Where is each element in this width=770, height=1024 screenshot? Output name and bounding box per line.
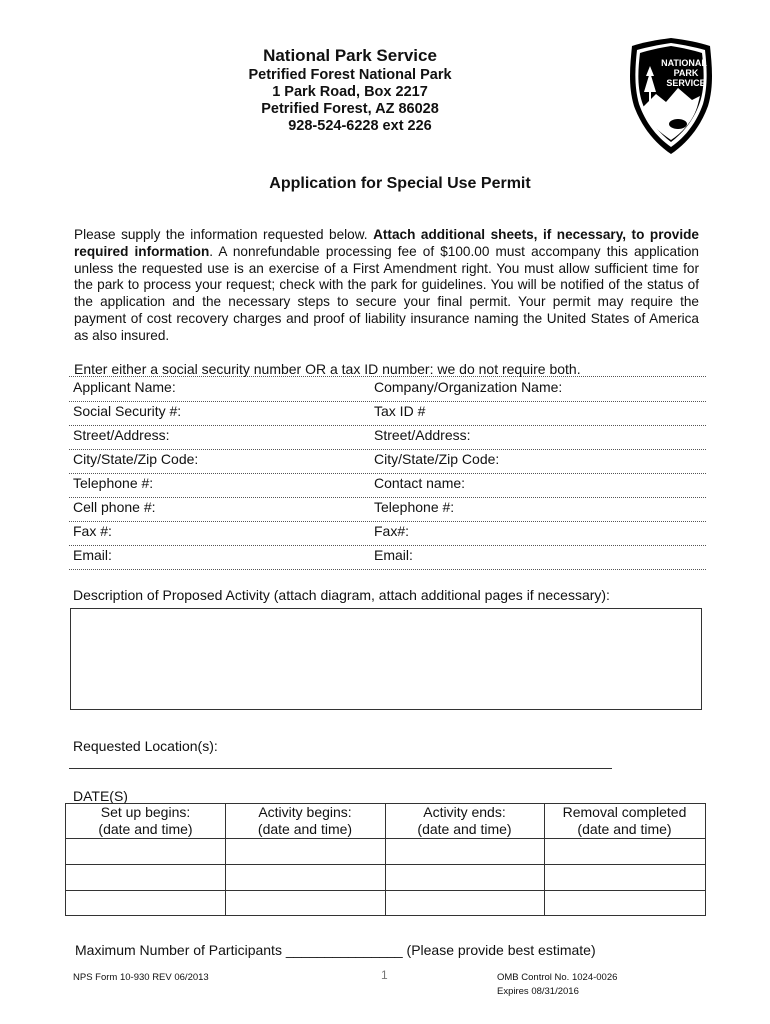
field-row[interactable] [69,521,706,546]
dates-table [65,803,706,916]
field-label-right: Street/Address: [374,427,471,443]
field-label-left: Email: [73,547,112,563]
dates-col-sub: (date and time) [257,821,353,837]
dates-divider [544,804,545,915]
field-label-right: Company/Organization Name: [374,379,563,395]
field-label-left: Applicant Name: [73,379,176,395]
field-row[interactable] [69,401,706,426]
dates-col-header [385,804,544,839]
ssn-note: Enter either a social security number OR a tax ID number: we do not require both. [74,361,581,377]
dates-col-sub: (date and time) [577,821,672,837]
field-row[interactable] [69,473,706,498]
field-row[interactable] [69,545,706,570]
park-name: Petrified Forest National Park [248,67,452,83]
field-label-right: Contact name: [374,475,466,491]
participants-blank: _______________ [285,942,403,958]
park-phone: 928-524-6228 ext 226 [288,118,432,134]
dates-divider [385,804,386,915]
field-row[interactable] [69,449,706,474]
participants-label: Maximum Number of Participants [75,942,282,958]
dates-divider [225,804,226,915]
dates-col-title: Set up begins: [100,804,191,820]
omb-control-number: OMB Control No. 1024-0026 [497,972,618,983]
field-label-left: City/State/Zip Code: [73,451,199,467]
dates-rule [66,890,705,891]
agency-name: National Park Service [263,46,437,65]
field-label-right: Email: [374,547,413,563]
nps-arrowhead-logo [626,36,716,156]
field-label-left: Street/Address: [73,427,170,443]
dates-rule [66,838,705,839]
description-label: Description of Proposed Activity (attach diagram, attach additional pages if necessary): [73,587,610,603]
dates-col-title: Removal completed [562,804,687,820]
expiration-date: Expires 08/31/2016 [497,986,579,997]
intro-paragraph [74,227,699,345]
field-label-left: Social Security #: [73,403,182,419]
field-label-left: Telephone #: [73,475,154,491]
field-row[interactable] [69,497,706,522]
dates-col-header [225,804,385,839]
intro-text-bold: Attach additional sheets, if necessary, to provide required information [74,227,699,259]
location-label: Requested Location(s): [73,738,218,754]
dates-col-title: Activity ends: [423,804,506,820]
field-label-right: Telephone #: [374,499,455,515]
field-row[interactable] [69,425,706,450]
dates-col-header [66,804,225,839]
field-row[interactable] [69,377,706,402]
location-input-line[interactable] [69,768,612,769]
field-label-right: City/State/Zip Code: [374,451,500,467]
field-label-right: Fax#: [374,523,410,539]
participants-hint: (Please provide best estimate) [406,942,596,958]
participants-line[interactable] [75,942,596,958]
field-label-left: Fax #: [73,523,112,539]
intro-text-1: Please supply the information requested below. [74,227,374,242]
dates-rule [66,864,705,865]
park-address-line2: Petrified Forest, AZ 86028 [261,101,439,117]
park-address-line1: 1 Park Road, Box 2217 [272,84,428,100]
dates-label: DATE(S) [73,788,128,804]
logo-text-service: SERVICE [666,78,706,88]
dates-col-header [544,804,705,839]
dates-col-sub: (date and time) [98,821,193,837]
logo-text-national: NATIONAL [661,58,707,68]
dates-col-title: Activity begins: [258,804,352,820]
dates-col-sub: (date and time) [417,821,512,837]
page-title: Application for Special Use Permit [269,175,531,192]
logo-text-park: PARK [673,68,699,78]
field-label-right: Tax ID # [374,403,426,419]
form-number: NPS Form 10-930 REV 06/2013 [73,972,209,983]
field-label-left: Cell phone #: [73,499,156,515]
page-number: 1 [381,968,388,982]
intro-text-2: . A nonrefundable processing fee of $100.00 must accompany this application unless the requested use is an exercise of a First Amendment right. You must allow sufficient time for the park to process your request; check with the park for guidelines. You will be notified of the status of the application and the necessary steps to secure your final permit. Your permit may require the payment of cost recovery charges and proof of liability insurance naming the United States of America as also insured. [74,243,699,343]
description-textarea[interactable] [70,608,702,710]
